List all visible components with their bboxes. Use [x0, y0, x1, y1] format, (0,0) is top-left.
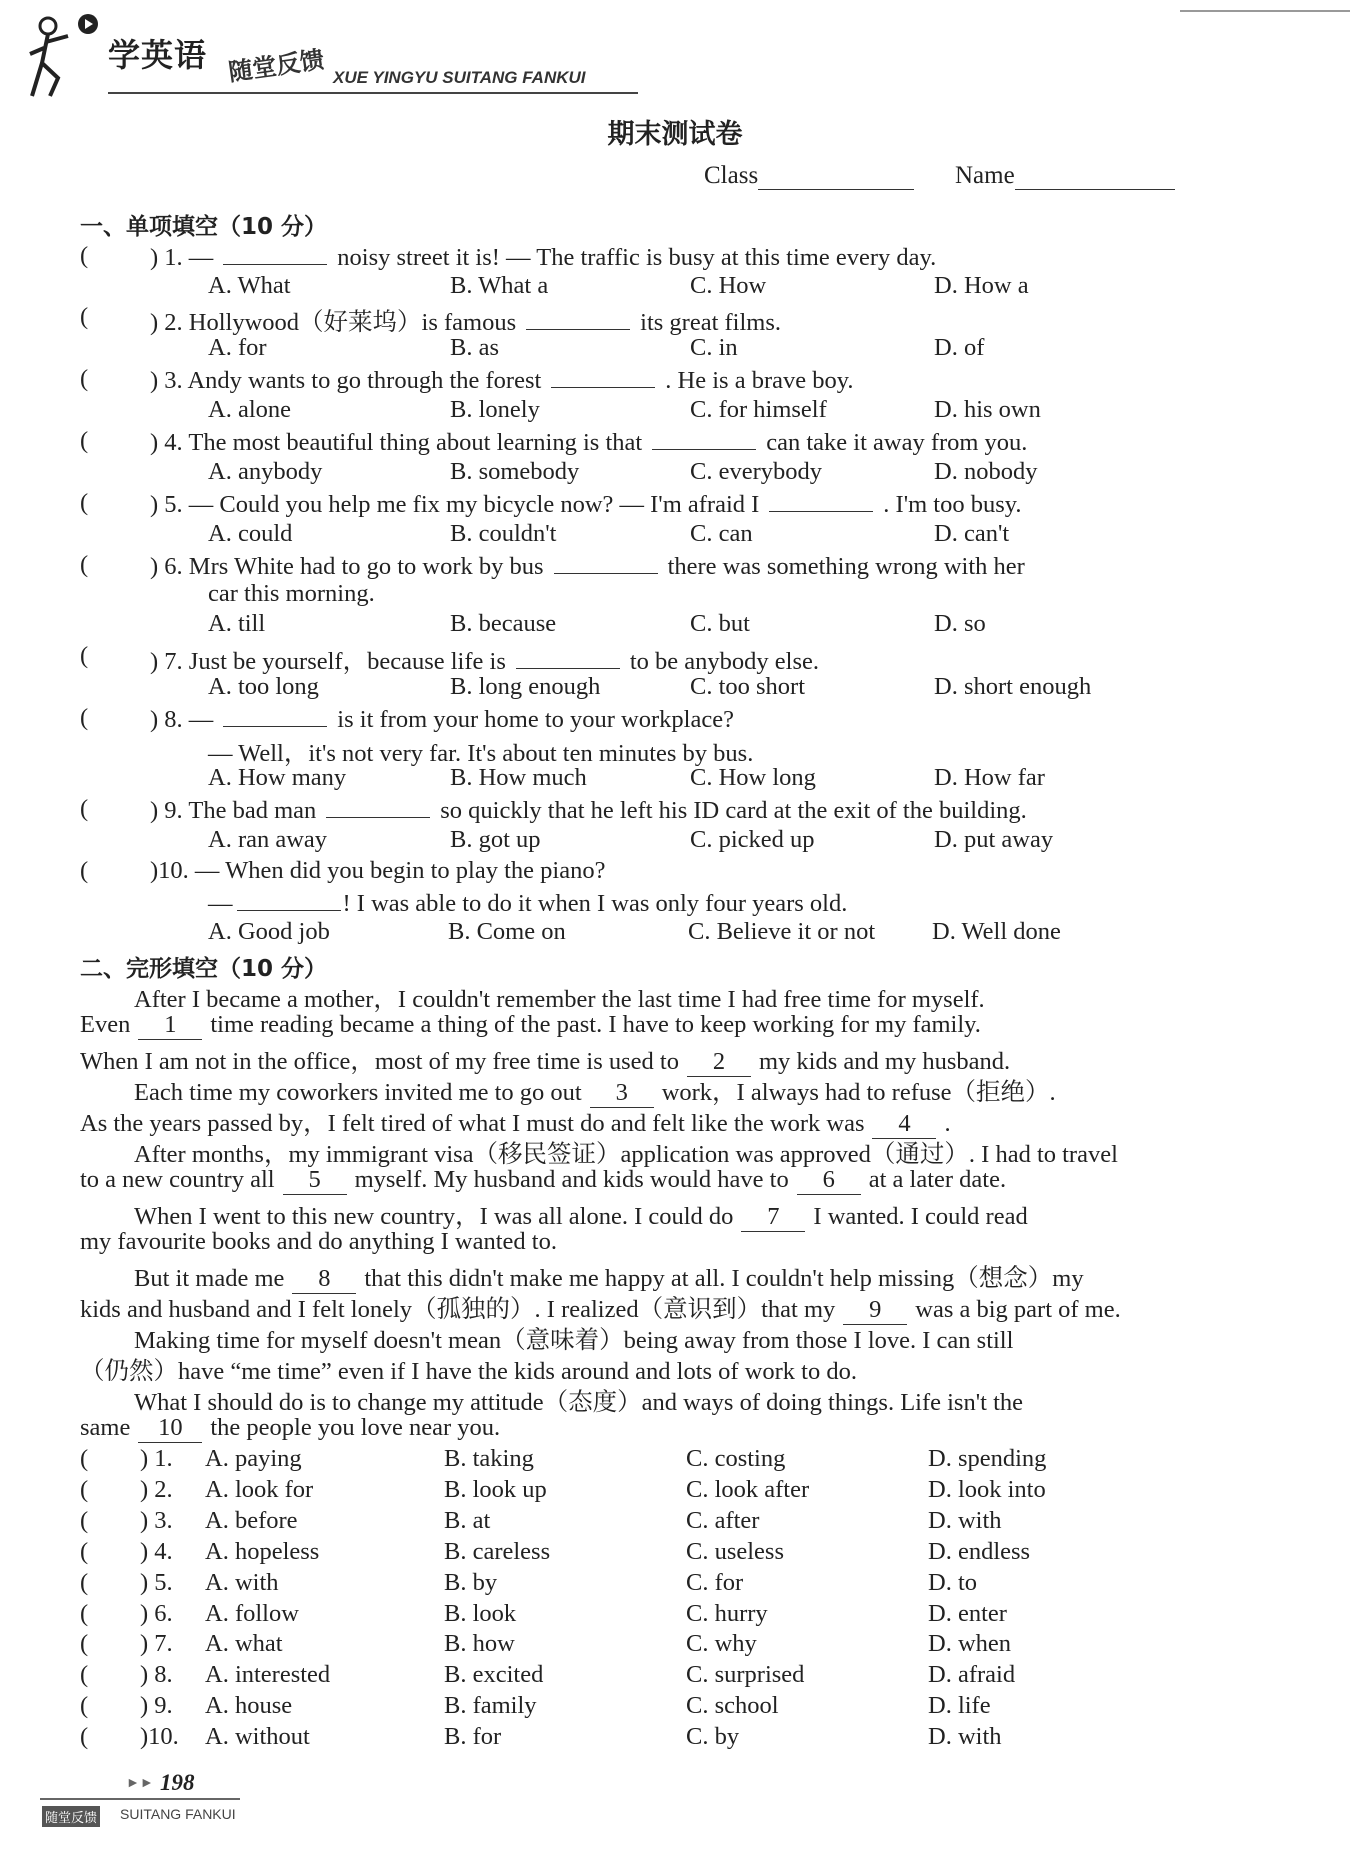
q8-option-c[interactable]: C. How long	[690, 764, 816, 791]
q3-option-d[interactable]: D. his own	[934, 396, 1041, 423]
question-9: ) 9. The bad man so quickly that he left his ID card at the exit of the building.	[150, 797, 1027, 824]
fill-blank[interactable]	[652, 427, 756, 450]
cloze-2-option-a[interactable]: A. look for	[205, 1475, 314, 1503]
footer-label-en: SUITANG FANKUI	[120, 1806, 236, 1822]
cloze-7-option-d[interactable]: D. when	[928, 1630, 1012, 1658]
passage-line: to a new country all 5 myself. My husband and kids would have to 6 at a later date.	[80, 1166, 1007, 1193]
question-5: ) 5. — Could you help me fix my bicycle now? — I'm afraid I . I'm too busy.	[150, 491, 1022, 518]
question-2: ) 2. Hollywood（好莱坞）is famous its great films.	[150, 309, 781, 336]
answer-paren[interactable]: (	[80, 365, 89, 392]
q4-option-d[interactable]: D. nobody	[934, 458, 1038, 485]
answer-paren[interactable]: (	[80, 704, 89, 731]
brand-title-cn: 学英语	[108, 36, 208, 74]
q8-option-b[interactable]: B. How much	[450, 764, 587, 791]
answer-paren[interactable]: (	[80, 303, 89, 330]
fill-blank[interactable]	[237, 888, 341, 911]
cloze-1-option-d[interactable]: D. spending	[928, 1445, 1047, 1472]
cloze-blank-1[interactable]: 1	[138, 1011, 202, 1040]
q7-option-d[interactable]: D. short enough	[934, 673, 1092, 700]
cloze-5-option-d[interactable]: D. to	[928, 1568, 977, 1596]
q5-option-c[interactable]: C. can	[690, 520, 753, 547]
cloze-3-option-a[interactable]: A. before	[205, 1506, 298, 1534]
question-6-cont: car this morning.	[208, 580, 375, 607]
q7-option-c[interactable]: C. too short	[690, 673, 806, 700]
q6-option-b[interactable]: B. because	[450, 610, 557, 637]
answer-paren[interactable]: (	[80, 642, 89, 669]
q9-option-d[interactable]: D. put away	[934, 826, 1054, 853]
passage-line: Even 1 time reading became a thing of the past. I have to keep working for my family.	[80, 1011, 981, 1038]
q1-option-b[interactable]: B. What a	[450, 272, 549, 299]
answer-paren[interactable]: (	[80, 1537, 89, 1565]
cloze-2-option-d[interactable]: D. look into	[928, 1475, 1046, 1503]
q6-option-c[interactable]: C. but	[690, 610, 750, 637]
cloze-1-option-a[interactable]: A. paying	[205, 1445, 302, 1472]
cloze-6-option-b[interactable]: B. look	[444, 1599, 517, 1627]
answer-paren[interactable]: (	[80, 489, 89, 516]
cloze-3-option-c[interactable]: C. after	[686, 1506, 760, 1534]
answer-paren[interactable]: (	[80, 857, 89, 884]
cloze-7-option-b[interactable]: B. how	[444, 1630, 515, 1658]
cloze-8-option-d[interactable]: D. afraid	[928, 1661, 1016, 1689]
question-4: ) 4. The most beautiful thing about learning is that can take it away from you.	[150, 429, 1028, 456]
fill-blank[interactable]	[769, 489, 873, 512]
cloze-item-number: ) 1.	[140, 1445, 173, 1472]
passage-line: Making time for myself doesn't mean（意味着）being away from those I love. I can still	[134, 1327, 1014, 1354]
passage-line: But it made me 8 that this didn't make me happy at all. I couldn't help missing（想念）my	[134, 1265, 1084, 1292]
fill-blank[interactable]	[551, 365, 655, 388]
q3-option-a[interactable]: A. alone	[208, 396, 291, 423]
cloze-blank-8[interactable]: 8	[292, 1265, 356, 1294]
q10-option-b[interactable]: B. Come on	[448, 918, 566, 945]
cloze-4-option-b[interactable]: B. careless	[444, 1537, 551, 1565]
q3-option-b[interactable]: B. lonely	[450, 396, 540, 423]
q7-option-a[interactable]: A. too long	[208, 673, 319, 700]
class-blank[interactable]	[758, 165, 914, 190]
q6-option-d[interactable]: D. so	[934, 610, 986, 637]
passage-line: When I went to this new country，I was all alone. I could do 7 I wanted. I could read	[134, 1203, 1028, 1230]
question-1: ) 1. — noisy street it is! — The traffic is busy at this time every day.	[150, 244, 937, 271]
cloze-6-option-a[interactable]: A. follow	[205, 1599, 299, 1627]
fill-blank[interactable]	[516, 646, 620, 669]
cloze-item-number: ) 8.	[140, 1661, 173, 1689]
cloze-4-option-a[interactable]: A. hopeless	[205, 1537, 320, 1565]
q6-option-a[interactable]: A. till	[208, 610, 266, 637]
cloze-3-option-b[interactable]: B. at	[444, 1506, 491, 1534]
answer-paren[interactable]: (	[80, 551, 89, 578]
passage-line: kids and husband and I felt lonely（孤独的）. I realized（意识到）that my 9 was a big part of me.	[80, 1296, 1121, 1323]
q8-option-d[interactable]: D. How far	[934, 764, 1045, 791]
cloze-9-option-a[interactable]: A. house	[205, 1692, 293, 1720]
q4-option-b[interactable]: B. somebody	[450, 458, 580, 485]
fill-blank[interactable]	[223, 242, 327, 265]
cloze-9-option-c[interactable]: C. school	[686, 1692, 779, 1720]
passage-line: As the years passed by，I felt tired of what I must do and felt like the work was 4 .	[80, 1110, 951, 1137]
answer-paren[interactable]: (	[80, 427, 89, 454]
cloze-item-number: ) 7.	[140, 1630, 173, 1658]
cloze-item-number: ) 4.	[140, 1537, 173, 1565]
cloze-item-number: ) 9.	[140, 1692, 173, 1720]
cloze-blank-6[interactable]: 6	[797, 1166, 861, 1195]
passage-line: After I became a mother，I couldn't remember the last time I had free time for myself.	[134, 986, 985, 1013]
cloze-blank-9[interactable]: 9	[843, 1296, 907, 1325]
header-rule	[108, 92, 638, 94]
class-label: Class	[704, 162, 759, 189]
cloze-8-option-b[interactable]: B. excited	[444, 1661, 544, 1689]
cloze-10-option-c[interactable]: C. by	[686, 1723, 740, 1751]
cloze-7-option-a[interactable]: A. what	[205, 1630, 283, 1658]
passage-line: same 10 the people you love near you.	[80, 1414, 501, 1441]
q3-option-c[interactable]: C. for himself	[690, 396, 827, 423]
q1-option-d[interactable]: D. How a	[934, 272, 1029, 299]
fill-blank[interactable]	[326, 795, 430, 818]
answer-paren[interactable]: (	[80, 1506, 89, 1534]
answer-paren[interactable]: (	[80, 1723, 89, 1751]
name-blank[interactable]	[1015, 165, 1175, 190]
q10-option-a[interactable]: A. Good job	[208, 918, 330, 945]
answer-paren[interactable]: (	[80, 1475, 89, 1503]
footer-label-cn: 随堂反馈	[42, 1806, 100, 1827]
cloze-blank-3[interactable]: 3	[590, 1079, 654, 1108]
cloze-blank-7[interactable]: 7	[741, 1203, 805, 1232]
q1-option-a[interactable]: A. What	[208, 272, 291, 299]
answer-paren[interactable]: (	[80, 1445, 89, 1472]
q5-option-d[interactable]: D. can't	[934, 520, 1010, 547]
cloze-9-option-d[interactable]: D. life	[928, 1692, 991, 1720]
passage-line: What I should do is to change my attitude（态度）and ways of doing things. Life isn't the	[134, 1389, 1023, 1416]
cloze-blank-2[interactable]: 2	[687, 1048, 751, 1077]
cloze-8-option-a[interactable]: A. interested	[205, 1661, 331, 1689]
cloze-item-number: )10.	[140, 1723, 179, 1751]
cloze-4-option-d[interactable]: D. endless	[928, 1537, 1031, 1565]
answer-paren[interactable]: (	[80, 1599, 89, 1627]
cloze-9-option-b[interactable]: B. family	[444, 1692, 537, 1720]
cloze-3-option-d[interactable]: D. with	[928, 1506, 1002, 1534]
page-title: 期末测试卷	[607, 119, 743, 150]
q4-option-a[interactable]: A. anybody	[208, 458, 323, 485]
q9-option-c[interactable]: C. picked up	[690, 826, 815, 853]
cloze-2-option-b[interactable]: B. look up	[444, 1475, 547, 1503]
runner-logo-icon	[28, 8, 98, 98]
header-logo	[28, 8, 628, 98]
cloze-2-option-c[interactable]: C. look after	[686, 1475, 810, 1503]
cloze-1-option-b[interactable]: B. taking	[444, 1445, 534, 1472]
cloze-8-option-c[interactable]: C. surprised	[686, 1661, 805, 1689]
q2-option-b[interactable]: B. as	[450, 334, 499, 361]
class-field	[704, 162, 914, 190]
passage-line: When I am not in the office，most of my free time is used to 2 my kids and my husband.	[80, 1048, 1011, 1075]
fill-blank[interactable]	[554, 551, 658, 574]
q9-option-b[interactable]: B. got up	[450, 826, 541, 853]
answer-paren[interactable]: (	[80, 795, 89, 822]
brand-subtitle-cn: 随堂反馈	[226, 45, 326, 87]
q1-option-c[interactable]: C. How	[690, 272, 767, 299]
question-10: )10. — When did you begin to play the piano?	[150, 857, 606, 884]
cloze-5-option-b[interactable]: B. by	[444, 1568, 498, 1596]
cloze-blank-4[interactable]: 4	[872, 1110, 936, 1139]
question-3: ) 3. Andy wants to go through the forest . He is a brave boy.	[150, 367, 854, 394]
q9-option-a[interactable]: A. ran away	[208, 826, 328, 853]
answer-paren[interactable]: (	[80, 1568, 89, 1596]
cloze-10-option-a[interactable]: A. without	[205, 1723, 310, 1751]
cloze-5-option-c[interactable]: C. for	[686, 1568, 744, 1596]
q8-option-a[interactable]: A. How many	[208, 764, 347, 791]
name-field	[955, 162, 1175, 190]
cloze-item-number: ) 6.	[140, 1599, 173, 1627]
q5-option-a[interactable]: A. could	[208, 520, 293, 547]
passage-line: my favourite books and do anything I wanted to.	[80, 1228, 557, 1255]
cloze-item-number: ) 5.	[140, 1568, 173, 1596]
double-arrow-icon: ►►	[126, 1776, 154, 1791]
cloze-1-option-c[interactable]: C. costing	[686, 1445, 786, 1472]
passage-line: After months，my immigrant visa（移民签证）application was approved（通过）. I had to travel	[134, 1141, 1118, 1168]
fill-blank[interactable]	[223, 704, 327, 727]
question-8: ) 8. — is it from your home to your workplace?	[150, 706, 734, 733]
cloze-5-option-a[interactable]: A. with	[205, 1568, 279, 1596]
cloze-item-number: ) 2.	[140, 1475, 173, 1503]
cloze-6-option-c[interactable]: C. hurry	[686, 1599, 768, 1627]
passage-line: Each time my coworkers invited me to go out 3 work，I always had to refuse（拒绝）.	[134, 1079, 1056, 1106]
name-label: Name	[955, 162, 1015, 189]
question-8-cont: — Well，it's not very far. It's about ten minutes by bus.	[208, 740, 754, 767]
answer-paren[interactable]: (	[80, 1630, 89, 1658]
cloze-item-number: ) 3.	[140, 1506, 173, 1534]
section1-heading: 一、单项填空（10 分）	[80, 214, 328, 240]
cloze-10-option-b[interactable]: B. for	[444, 1723, 502, 1751]
answer-paren[interactable]: (	[80, 1661, 89, 1689]
q10-option-d[interactable]: D. Well done	[932, 918, 1061, 945]
q10-option-c[interactable]: C. Believe it or not	[688, 918, 876, 945]
answer-paren[interactable]: (	[80, 1692, 89, 1720]
q2-option-a[interactable]: A. for	[208, 334, 267, 361]
q4-option-c[interactable]: C. everybody	[690, 458, 822, 485]
cloze-4-option-c[interactable]: C. useless	[686, 1537, 784, 1565]
cloze-6-option-d[interactable]: D. enter	[928, 1599, 1007, 1627]
passage-line: （仍然）have “me time” even if I have the kids around and lots of work to do.	[80, 1358, 857, 1385]
q7-option-b[interactable]: B. long enough	[450, 673, 601, 700]
cloze-10-option-d[interactable]: D. with	[928, 1723, 1002, 1751]
brand-title-en: XUE YINGYU SUITANG FANKUI	[333, 68, 586, 87]
q2-option-c[interactable]: C. in	[690, 334, 738, 361]
q2-option-d[interactable]: D. of	[934, 334, 985, 361]
footer-rule	[40, 1798, 240, 1800]
cloze-7-option-c[interactable]: C. why	[686, 1630, 757, 1658]
question-6: ) 6. Mrs White had to go to work by bus there was something wrong with her	[150, 553, 1025, 580]
page-number: 198	[160, 1770, 195, 1795]
cloze-blank-5[interactable]: 5	[283, 1166, 347, 1195]
answer-paren[interactable]: (	[80, 242, 89, 269]
section2-heading: 二、完形填空（10 分）	[80, 956, 328, 982]
fill-blank[interactable]	[526, 307, 630, 330]
question-10-line2: — ! I was able to do it when I was only four years old.	[208, 890, 848, 917]
cloze-blank-10[interactable]: 10	[138, 1414, 202, 1443]
top-right-rule	[1180, 10, 1350, 12]
q5-option-b[interactable]: B. couldn't	[450, 520, 557, 547]
question-7: ) 7. Just be yourself，because life is to be anybody else.	[150, 648, 820, 675]
